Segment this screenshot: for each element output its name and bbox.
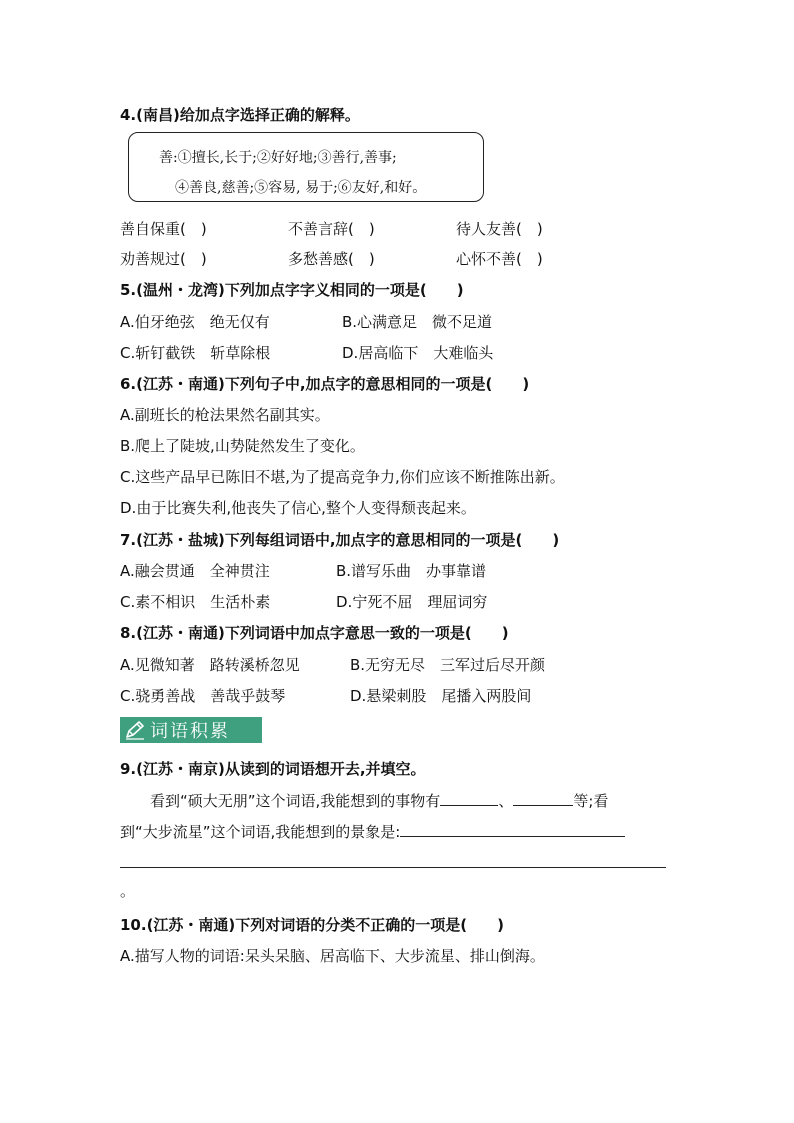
section-title: 词语积累	[150, 721, 230, 742]
q7-title: 7.(江苏・盐城)下列每组词语中,加点字的意思相同的一项是( )	[120, 531, 560, 549]
q8-option-a: A.见微知著 路转溪桥忽见	[120, 656, 300, 674]
q6-option-a: A.副班长的枪法果然名副其实。	[120, 406, 330, 424]
section-header-vocabulary	[120, 717, 262, 743]
definition-line-2: ④善良,慈善;⑤容易, 易于;⑥友好,和好。	[175, 180, 427, 196]
q9-answer-line[interactable]	[120, 867, 666, 868]
q5-option-a: A.伯牙绝弦 绝无仅有	[120, 313, 270, 331]
q4-item-3: 待人友善( )	[456, 220, 543, 238]
q5-title: 5.(温州・龙湾)下列加点字字义相同的一项是( )	[120, 281, 464, 299]
q10-title: 10.(江苏・南通)下列对词语的分类不正确的一项是( )	[120, 916, 504, 934]
q8-title: 8.(江苏・南通)下列词语中加点字意思一致的一项是( )	[120, 624, 509, 642]
q7-option-d: D.宁死不屈 理屈词穷	[336, 593, 488, 611]
q7-option-a: A.融会贯通 全神贯注	[120, 562, 270, 580]
definition-box	[128, 132, 484, 202]
q9-line-1-text-b: 、	[498, 792, 514, 810]
q8-option-b: B.无穷无尽 三军过后尽开颜	[350, 656, 546, 674]
q9-end-mark: 。	[120, 882, 136, 900]
q9-line-2-text: 到“大步流星”这个词语,我能想到的景象是:	[120, 823, 401, 841]
q9-title: 9.(江苏・南京)从读到的词语想开去,并填空。	[120, 760, 426, 778]
q4-item-1: 善自保重( )	[120, 220, 207, 238]
definition-line-1: 善:①擅长,长于;②好好地;③善行,善事;	[159, 150, 397, 166]
q9-line-1-text-a: 看到“硕大无朋”这个词语,我能想到的事物有	[150, 792, 441, 810]
pencil-icon	[120, 717, 150, 743]
q6-option-d: D.由于比赛失利,他丧失了信心,整个人变得颓丧起来。	[120, 499, 476, 517]
q4-item-6: 心怀不善( )	[456, 250, 543, 268]
q9-line-1	[150, 790, 608, 811]
q5-option-c: C.斩钉截铁 斩草除根	[120, 344, 271, 362]
q9-blank-2[interactable]	[513, 791, 573, 806]
q9-line-1-text-c: 等;看	[573, 792, 609, 810]
q7-option-b: B.谱写乐曲 办事靠谱	[336, 562, 487, 580]
q8-option-d: D.悬梁刺股 尾播入两股间	[350, 687, 532, 705]
q6-option-b: B.爬上了陡坡,山势陡然发生了变化。	[120, 437, 365, 455]
q5-option-b: B.心满意足 微不足道	[342, 313, 493, 331]
q9-blank-3[interactable]	[400, 822, 625, 837]
q10-option-a: A.描写人物的词语:呆头呆脑、居高临下、大步流星、排山倒海。	[120, 947, 545, 965]
q9-line-2	[120, 821, 625, 842]
q4-item-5: 多愁善感( )	[288, 250, 375, 268]
q5-option-d: D.居高临下 大难临头	[342, 344, 494, 362]
q4-item-2: 不善言辞( )	[288, 220, 375, 238]
q8-option-c: C.骁勇善战 善哉乎鼓琴	[120, 687, 286, 705]
q4-title: 4.(南昌)给加点字选择正确的解释。	[120, 106, 360, 124]
q9-blank-1[interactable]	[440, 791, 498, 806]
q7-option-c: C.素不相识 生活朴素	[120, 593, 271, 611]
q6-option-c: C.这些产品早已陈旧不堪,为了提高竞争力,你们应该不断推陈出新。	[120, 468, 565, 486]
q6-title: 6.(江苏・南通)下列句子中,加点字的意思相同的一项是( )	[120, 375, 530, 393]
q4-item-4: 劝善规过( )	[120, 250, 207, 268]
